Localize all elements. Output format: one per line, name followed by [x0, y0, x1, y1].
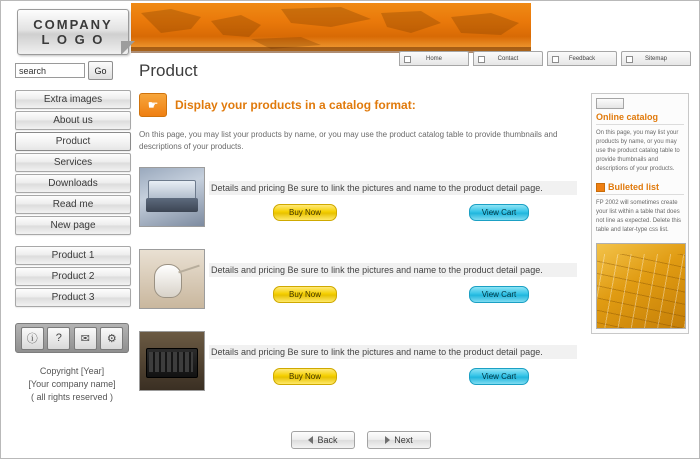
topnav-label: Sitemap — [644, 55, 667, 62]
sidebar-item-services[interactable]: Services — [15, 153, 131, 172]
keyboard-image[interactable] — [139, 331, 205, 391]
sidebar-item-product[interactable]: Product — [15, 132, 131, 151]
site-header — [1, 1, 700, 57]
mail-icon[interactable]: ✉ — [74, 327, 97, 350]
page-title: Product — [139, 61, 198, 80]
copyright-line-1: Copyright [Year] — [39, 366, 105, 376]
logo-corner-fold — [121, 41, 135, 55]
header-filler — [531, 3, 699, 51]
sidebar-item-product-1[interactable]: Product 1 — [15, 246, 131, 265]
online-catalog-title: Online catalog — [596, 112, 684, 125]
product-description: Details and pricing Be sure to link the pictures and name to the product detail page. — [209, 263, 577, 277]
buy-now-button[interactable]: Buy Now — [273, 368, 337, 385]
product-description: Details and pricing Be sure to link the pictures and name to the product detail page. — [209, 181, 577, 195]
sidebar-item-extra-images[interactable]: Extra images — [15, 90, 131, 109]
left-sidebar — [15, 61, 129, 404]
catalog-icon: ☛ — [139, 93, 167, 117]
topnav-item-sitemap[interactable] — [621, 51, 691, 66]
sidebar-icon-bar — [15, 323, 129, 353]
view-cart-button[interactable]: View Cart — [469, 204, 529, 221]
view-cart-button[interactable]: View Cart — [469, 368, 529, 385]
help-icon[interactable]: ? — [47, 327, 70, 350]
copyright-block — [15, 365, 129, 404]
sidebar-item-read-me[interactable]: Read me — [15, 195, 131, 214]
arrow-left-icon — [308, 436, 313, 444]
sidebar-item-product-3[interactable]: Product 3 — [15, 288, 131, 307]
online-catalog-text: On this page, you may list your products by name, or you may use the product catalog table to provide thumbnails and descriptions of your products. — [596, 130, 680, 172]
search-form — [15, 61, 129, 80]
section-heading-label: Display your products in a catalog format: — [175, 98, 416, 112]
intro-paragraph: On this page, you may list your products by name, or you may use the product catalog table to provide thumbnails and descriptions of your products. — [139, 130, 558, 151]
product-description: Details and pricing Be sure to link the pictures and name to the product detail page. — [209, 345, 577, 359]
bulleted-list-header — [596, 182, 684, 195]
sidebar-divider — [15, 237, 129, 246]
product-row — [139, 167, 579, 239]
copyright-line-3: ( all rights reserved ) — [30, 392, 114, 402]
mouse-image[interactable] — [139, 249, 205, 309]
info-icon[interactable]: ⓘ — [21, 327, 44, 350]
sidebar-item-downloads[interactable]: Downloads — [15, 174, 131, 193]
bulleted-list-text: FP 2002 will sometimes create your list within a table that does not line as expected. Delete this table and later-type css list. — [596, 200, 682, 233]
copyright-line-2: [Your company name] — [28, 379, 116, 389]
sidebar-tab-icon — [596, 98, 624, 109]
product-row — [139, 331, 579, 403]
pagination — [291, 431, 431, 449]
search-go-button[interactable]: Go — [88, 61, 113, 80]
sidebar-item-about-us[interactable]: About us — [15, 111, 131, 130]
main-content — [139, 61, 579, 413]
world-map-graphic — [131, 3, 531, 51]
scanner-image[interactable] — [139, 167, 205, 227]
buy-now-button[interactable]: Buy Now — [273, 204, 337, 221]
keyboard-photo — [596, 243, 686, 329]
header-banner — [131, 3, 531, 51]
back-button[interactable] — [291, 431, 355, 449]
logo-line-1: COMPANY — [33, 17, 113, 32]
next-button[interactable] — [367, 431, 431, 449]
topnav-label: Feedback — [568, 55, 596, 62]
checkbox-icon — [626, 56, 633, 63]
sidebar-item-product-2[interactable]: Product 2 — [15, 267, 131, 286]
sidebar-item-new-page[interactable]: New page — [15, 216, 131, 235]
view-cart-button[interactable]: View Cart — [469, 286, 529, 303]
company-logo — [17, 9, 129, 55]
topnav-label: Contact — [497, 55, 519, 62]
arrow-right-icon — [385, 436, 390, 444]
bullet-square-icon — [596, 183, 605, 192]
section-heading — [139, 93, 579, 117]
buy-now-button[interactable]: Buy Now — [273, 286, 337, 303]
bulleted-list-title: Bulleted list — [608, 182, 660, 192]
product-row — [139, 249, 579, 321]
next-button-label: Next — [394, 435, 413, 445]
topnav-label: Home — [425, 55, 442, 62]
right-sidebar — [591, 93, 689, 334]
settings-icon[interactable]: ⚙ — [100, 327, 123, 350]
search-input[interactable] — [15, 63, 85, 78]
logo-line-2: L O G O — [41, 32, 105, 47]
back-button-label: Back — [317, 435, 338, 445]
